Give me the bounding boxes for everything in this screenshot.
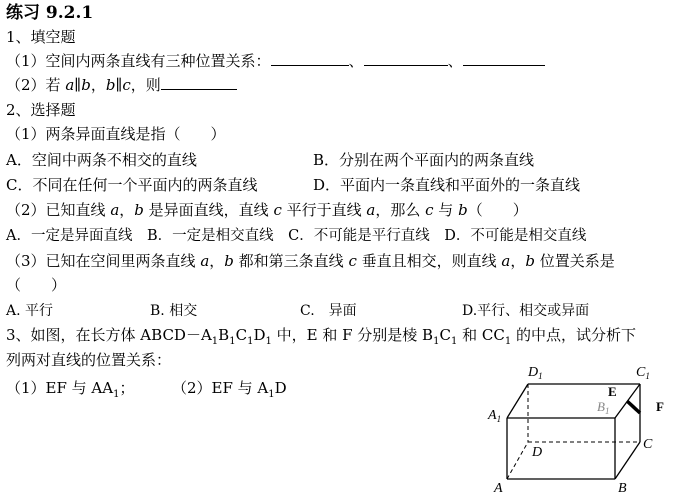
- subscript: 1: [450, 336, 458, 347]
- text: （ ）: [467, 201, 528, 219]
- s3-q1: [6, 377, 135, 406]
- segment-EF: [627, 401, 640, 413]
- var-a: a: [110, 201, 120, 219]
- s1-q1-text: （1）空间内两条直线有三种位置关系：: [6, 52, 271, 70]
- exercise-title: 练习 9.2.1: [6, 3, 94, 23]
- edge-BC: [615, 442, 640, 479]
- s1-q2: [6, 74, 237, 96]
- var-a: a: [65, 76, 75, 94]
- var-b: b: [525, 252, 535, 270]
- s1-q2-suffix: ，则: [130, 76, 161, 94]
- subscript: 1: [504, 336, 512, 347]
- s2-q3-option-d: D.平行、相交或异面: [462, 303, 590, 319]
- text: D: [274, 379, 287, 397]
- text: 中，E 和 F 分别是棱 B: [271, 326, 434, 344]
- s1-q1-sep-1: 、: [348, 52, 364, 70]
- s3-problem-line-2: 列两对直线的位置关系：: [6, 351, 172, 369]
- subscript: 1: [211, 336, 219, 347]
- var-a: a: [366, 201, 376, 219]
- label-C: C: [643, 437, 653, 452]
- s2-q3-paren: （ ）: [6, 276, 67, 294]
- s1-q1-blank-3[interactable]: [463, 51, 545, 66]
- edge-A1D1: [507, 384, 528, 418]
- subscript: 1: [113, 389, 120, 400]
- label-C1: $C_1$: [636, 365, 650, 381]
- text: 都和第三条直线: [233, 252, 349, 270]
- edge-AD-hidden: [507, 442, 528, 479]
- var-b: b: [224, 252, 234, 270]
- subscript: 1: [265, 336, 272, 347]
- text: 3、如图，在长方体 ABCD－A: [6, 326, 212, 344]
- parallel-symbol: ∥: [74, 76, 82, 94]
- var-b: b: [81, 76, 91, 94]
- text: ，: [209, 252, 225, 270]
- cuboid-figure: [482, 356, 682, 496]
- label-B1: $B_1$: [597, 399, 610, 416]
- s2-q3-option-a: A. 平行: [6, 303, 54, 319]
- s2-q1: （1）两条异面直线是指（ ）: [6, 125, 226, 143]
- var-c: c: [273, 201, 282, 219]
- var-b: b: [458, 201, 468, 219]
- label-D: D: [532, 445, 543, 460]
- section-2-heading: 2、选择题: [6, 101, 76, 119]
- s1-q1-sep-2: 、: [447, 52, 463, 70]
- text: ，: [119, 201, 135, 219]
- text: ，那么: [375, 201, 426, 219]
- subscript: 1: [268, 389, 275, 400]
- text: （2）EF 与 A: [172, 379, 269, 397]
- var-c: c: [425, 201, 434, 219]
- s3-q2: [172, 377, 287, 406]
- text: ；: [119, 379, 135, 397]
- subscript: 1: [433, 336, 440, 347]
- label-A1: $A_1$: [488, 408, 502, 424]
- s1-q2-blank[interactable]: [161, 75, 237, 90]
- section-1-heading: 1、填空题: [6, 28, 76, 46]
- var-a: a: [200, 252, 210, 270]
- text: 的中点，试分析下: [511, 326, 636, 344]
- var-a: a: [501, 252, 511, 270]
- s2-q3-option-c: C. 异面: [300, 303, 357, 319]
- label-D1: $D_1$: [528, 365, 543, 381]
- label-A: A: [494, 481, 503, 496]
- s2-q1-option-d: D．平面内一条直线和平面外的一条直线: [313, 176, 581, 194]
- s1-q2-prefix: （2）若: [6, 76, 66, 94]
- text: 和 CC: [457, 326, 505, 344]
- text: 与: [433, 201, 459, 219]
- var-b: b: [105, 76, 116, 94]
- label-B: B: [618, 481, 627, 496]
- text: B: [218, 326, 230, 344]
- var-c: c: [348, 252, 357, 270]
- parallel-symbol: ∥: [115, 76, 123, 94]
- var-c: c: [122, 76, 131, 94]
- s1-q1: [6, 50, 545, 72]
- text: C: [235, 326, 248, 344]
- s1-q1-blank-2[interactable]: [364, 51, 448, 66]
- text: 垂直且相交，则直线: [356, 252, 502, 270]
- var-b: b: [134, 201, 144, 219]
- s2-q1-option-b: B．分别在两个平面内的两条直线: [313, 151, 535, 169]
- text: （2）已知直线: [6, 201, 111, 219]
- text: ，: [510, 252, 526, 270]
- subscript: 1: [229, 336, 236, 347]
- s2-q3-option-b: B. 相交: [150, 303, 198, 319]
- text: C: [439, 326, 451, 344]
- s2-q1-option-a: A．空间中两条不相交的直线: [6, 151, 197, 169]
- s2-q1-option-c: C．不同在任何一个平面内的两条直线: [6, 176, 258, 194]
- s2-q2: [6, 199, 528, 221]
- text: 平行于直线: [281, 201, 367, 219]
- text: （3）已知在空间里两条直线: [6, 252, 201, 270]
- text: 是异面直线，直线: [143, 201, 274, 219]
- text: （1）EF 与 AA: [6, 379, 114, 397]
- s1-q1-blank-1[interactable]: [271, 51, 349, 66]
- label-F: F: [656, 399, 664, 414]
- s2-q2-options: A．一定是异面直线 B．一定是相交直线 C．不可能是平行直线 D．不可能是相交直线: [6, 228, 587, 244]
- text: 位置关系是: [534, 252, 615, 270]
- text: D: [253, 326, 266, 344]
- comma: ，: [90, 76, 106, 94]
- s2-q3: [6, 250, 615, 272]
- label-E: E: [608, 384, 617, 399]
- subscript: 1: [247, 336, 254, 347]
